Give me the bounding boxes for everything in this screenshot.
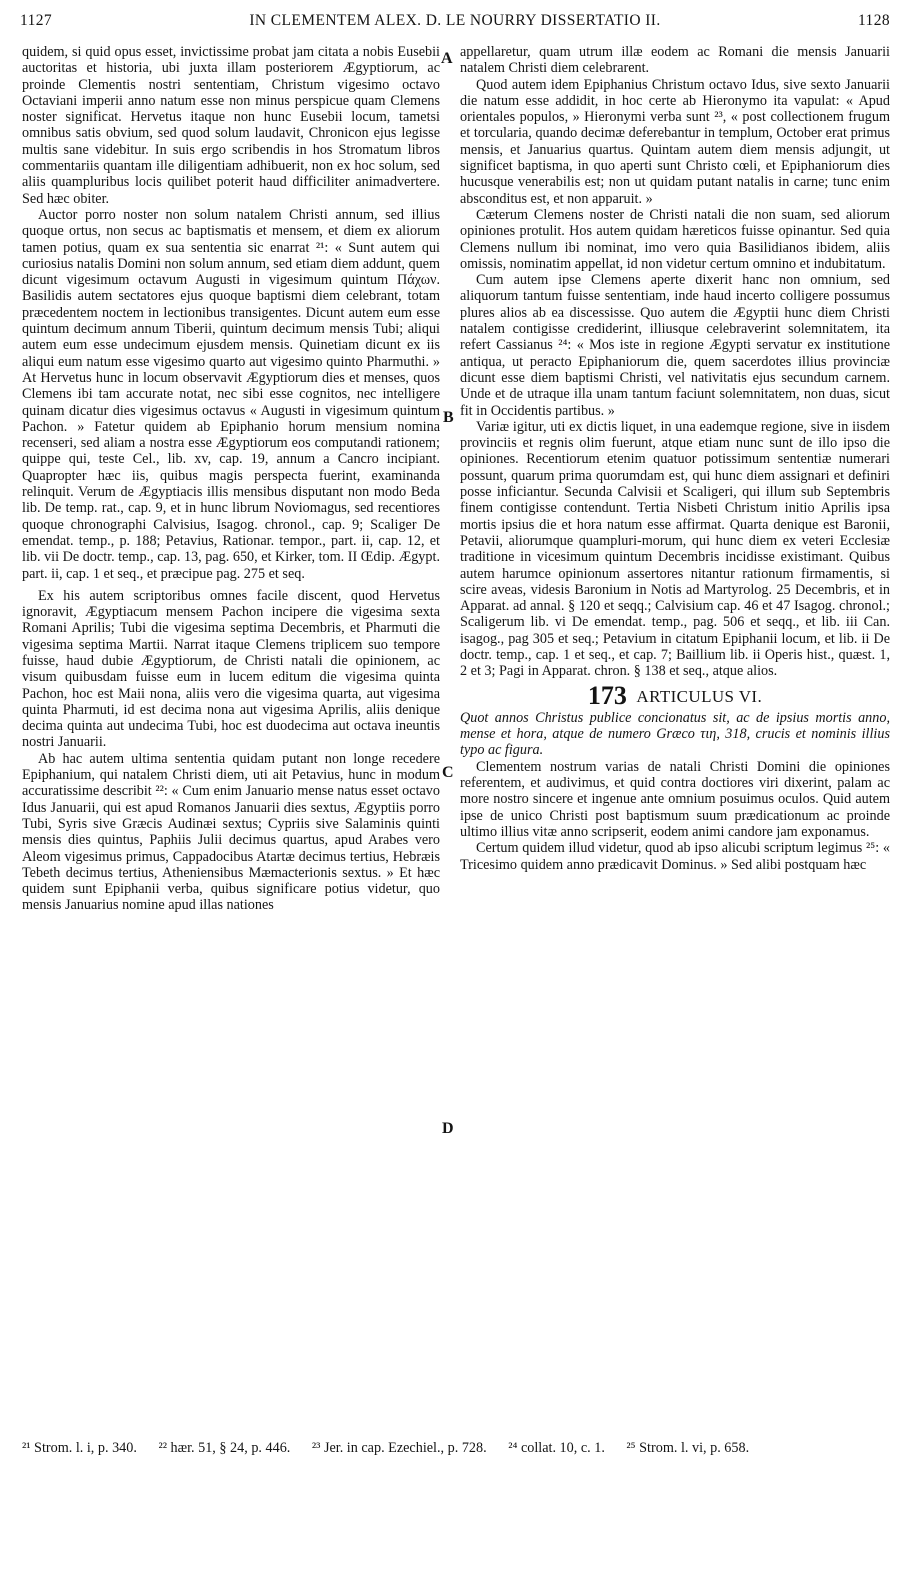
footnote: ²¹ Strom. l. i, p. 340. (22, 1440, 137, 1456)
margin-marker-d: D (442, 1120, 454, 1137)
right-column (460, 44, 890, 1424)
paragraph: appellaretur, quam utrum illæ eodem ac Romani die mensis Januarii natalem Christi diem celebrarent. (460, 44, 890, 77)
left-column (22, 44, 440, 1424)
footnotes (22, 1440, 890, 1457)
footnote: ²³ Jer. in cap. Ezechiel., p. 728. (311, 1440, 487, 1456)
margin-marker-a: A (441, 50, 453, 67)
paragraph: Certum quidem illud videtur, quod ab ipso alicubi scriptum legimus ²⁵: « Tricesimo quidem anno prædicavit Dominus. » Sed alibi postquam hæc (460, 840, 890, 873)
paragraph: Clementem nostrum varias de natali Christi Domini die opiniones referentem, et audivimus, et quid contra doctiores viri dixerint, palam ac more nostro sincere et ingenue ante omnium posuimus oculos. Quid autem ipse de unico Christi post baptismum suum prædicationum ac proinde ultimo illius vitæ anno scripserit, eodem animi candore jam exponamus. (460, 758, 890, 840)
page-number-left: 1127 (20, 12, 53, 29)
paragraph: quidem, si quid opus esset, invictissime probat jam citata a nobis Eusebii auctoritas et historia, ubi juxta illam posteriorem Ægyptiorum, ac proinde Clementis nostri sententiam, Christum vigesimo octavo Octaviani imperii anno natum esse non minus perspicue quam Clemens noster significat. Hervetus itaque non hunc Eusebii locum, tametsi omnibus satis obvium, sed quod solum laudavit, Chronicon ejus legisse multis sane videbitur. In suis ergo scribendis in hos Stromatum libros commentariis quantam ille diligentiam adhibuerit, non ex hoc solum, sed aliis quampluribus locis quilibet poterit haud difficiliter animadvertere. Sed hæc obiter. (22, 44, 440, 207)
paragraph: Cæterum Clemens noster de Christi natali die non suam, sed aliorum opiniones protulit. Hos autem quidam hæreticos fuisse opinantur. Sed quia Clemens nullum ibi nominat, imo vero quia Basilidianos ibidem, aliis omissis, nominatim appellat, id non videtur certum omnino et indubitatum. (460, 206, 890, 272)
article-label: ARTICULUS VI. (636, 686, 763, 706)
paragraph: Auctor porro noster non solum natalem Christi annum, sed illius quoque ortus, non secus ac baptismatis et mensem, et diem ex aliorum tamen potius, quam ex sua sententia sic enarrat ²¹: « Sunt autem qui curiosius natalis Domini non solum annum, sed etiam diem addunt, quem dicunt vigesimum octavum Augusti in vigesimum quintum Πάχων. Basilidis autem sectatores ejus quoque baptismi diem celebrant, totam præcedentem noctem in lectionibus transigentes. Dicunt autem eum esse quintum decimum annum Tiberii, quintum decimum mensis Tubi; aliqui autem eum esse undecimum ejusdem mensis. Quinetiam dicunt ex iis aliqui eum natum esse vigesimo quarto aut vigesimo quinto Pharmuthi. » At Hervetus hunc in locum observavit Ægyptiorum dies et menses, quos Clemens ibi tam accurate notat, nec sibi esse cognitos, nec intelligere quinam dicatur dies vigesimus octavus « Augusti in vigesimum quintum Pachon. » Fatetur quidem ab Epiphanio horum mensium nomina recenseri, sed aliam a nostra esse Ægyptiorum eos computandi rationem; quippe qui, teste Cel., lib. xv, cap. 19, annum a Cancro incipiant. Quapropter hæc iis, quibus magis perspecta fuerint, examinanda relinquit. Verum de Ægyptiacis illis mensibus disputant non modo Beda lib. De temp. rat., cap. 9, et in hunc librum Noviomagus, sed recentiores quoque chronographi Calvisius, Isagog. chronol., cap. 9; Scaliger De emendat. temp., p. 188; Petavius, Rationar. tempor., part. ii, cap. 12, et lib. vii De doctr. temp., cap. 13, pag. 650, et Kirker, tom. II Œdip. Ægypt. part. ii, cap. 1 et seq., et præcipue pag. 275 et seq. (22, 206, 440, 582)
article-number: 173 (587, 680, 627, 710)
paragraph: Ab hac autem ultima sententia quidam putant non longe recedere Epiphanium, qui natalem Christi diem, uti ait Petavius, hunc in modum accuratissime describit ²²: « Cum enim Januario mense natus esset octavo Idus Januarii, qui est apud Romanos Januarii dies sextus, Ægyptiis porro Tubi, Syris sive Græcis Audinæi sextus; Cypriis sive Salaminis quinti mensis dies quintus, Paphiis Julii decimus quartus, apud Arabes vero Aleom vigesimus primus, Cappadocibus Atartæ decimus tertius, Hebræis Tebeth decimus tertius, Atheniensibus Mæmacterionis sextus. » Et hæc quidem sunt Epiphanii verba, quibus significare potius videtur, quo mensis Januarius nomine apud illas nationes (22, 750, 440, 914)
page-header (20, 4, 890, 34)
margin-marker-b: B (443, 409, 454, 426)
footnote: ²⁵ Strom. l. vi, p. 658. (626, 1440, 750, 1456)
article-heading (460, 680, 890, 710)
footnote: ²⁴ collat. 10, c. 1. (508, 1440, 605, 1456)
article-summary: Quot annos Christus publice concionatus sit, ac de ipsius mortis anno, mense et hora, atque de numero Græco τιη, 318, crucis et nominis illius typo ac figura. (460, 709, 890, 759)
paragraph: Cum autem ipse Clemens aperte dixerit hanc non omnium, sed aliquorum tantum fuisse sententiam, inde haud incerto colligere possumus plures alios ab ea discessisse. Quo autem die Ægyptii hunc diem Christi natalem contigisse crediderint, illiusque celebraverint solemnitatem, ita refert Cassianus ²⁴: « Mos iste in regione Ægypti servatur ex institutione antiqua, ut peracto Epiphaniorum die, quem sacerdotes illius provinciæ dicunt esse diem baptismi Christi, vel nativitatis ejus secundum carnem. Unde et de utraque illa unam tantum faciunt solemnitatem, non duas, sicut fit in Occidentis partibus. » (460, 272, 890, 419)
page-number-right: 1128 (857, 12, 890, 29)
paragraph: Quod autem idem Epiphanius Christum octavo Idus, sive sexto Januarii die natum esse addidit, in hoc certe ab Hieronymo ita vapulat: « Apud orientales populos, » Hieronymi verba sunt ²³, « post collectionem frugum et torcularia, quando decimæ deferebantur in templum, October erat primus mensis, et Januarius quartus. Quintam autem diem mensis adjungit, ut significet baptisma, in quo aperti sunt Christo cœli, et Epiphaniorum dies hucusque venerabilis est; non ut quidam putant natalis in carne; tunc enim absconditus est, et non apparuit. » (460, 76, 890, 207)
paragraph: Ex his autem scriptoribus omnes facile discent, quod Hervetus ignoravit, Ægyptiacum mensem Pachon incipere die vigesima sexta Romani Aprilis; Tubi die vigesima septima Decembris, et Pharmuti die vigesima septima Martii. Narrat itaque Clemens triplicem suo tempore fuisse, haud dubie Ægyptiorum, de Christi natali die opinionem, ac visum quibusdam fuisse eum in lucem editum die vigesima quinta Pachon, hoc est Maii nona, aliis vero die vigesima quarta, aut vigesima quinta Pharmuti, id est decima nona aut vigesima Aprilis, aliis denique decima quinta aut undecima Tubi, hoc est duodecima aut octava ineuntis nostri Januarii. (22, 587, 440, 751)
running-title: IN CLEMENTEM ALEX. D. LE NOURRY DISSERTATIO II. (249, 12, 661, 29)
margin-marker-c: C (442, 764, 454, 781)
paragraph: Variæ igitur, uti ex dictis liquet, in una eademque regione, sive in iisdem provinciis et regnis olim fuerunt, atque etiam nunc sunt de illo ipso die opiniones. Recentiorum etenim quatuor potissimum sententiæ numerari possunt, quarum prima quorumdam est, qui hunc diem assignari et definiri posse inficiantur. Secunda Calvisii et Scaligeri, qui illum sub Septembris finem contigisse contendunt. Tertia Nisbeti Christum initio Aprilis ipsa mortis ipsius die et hora natum esse affirmat. Quarta denique est Baronii, Petavii, aliorumque quampluri-morum, qui hunc diem ex veteri Ecclesiæ traditione in vicesimum quintum Decembris incidisse existimant. Quibus autem harumce opinionum assertores nitantur rationum firmamentis, si scire aveas, videsis Baronium in Notis ad Martyrolog. 25 Decembris, et in Apparat. ad annal. § 120 et seqq.; Calvisium cap. 46 et 47 Isagog. chronol.; Scaligerum lib. vi De emendat. temp., pag. 506 et seqq., et lib. iii Can. isagog., pag 305 et seq.; Petavium in citatum Epiphanii locum, et lib. ii De doctr. temp., cap. 1 et seq., et cap. 7; Baillium lib. ii Operis hist., quæst. 1, 2 et 3; Pagi in Apparat. chron. § 138 et seq., atque alios. (460, 418, 890, 680)
footnote: ²² hær. 51, § 24, p. 446. (158, 1440, 291, 1456)
